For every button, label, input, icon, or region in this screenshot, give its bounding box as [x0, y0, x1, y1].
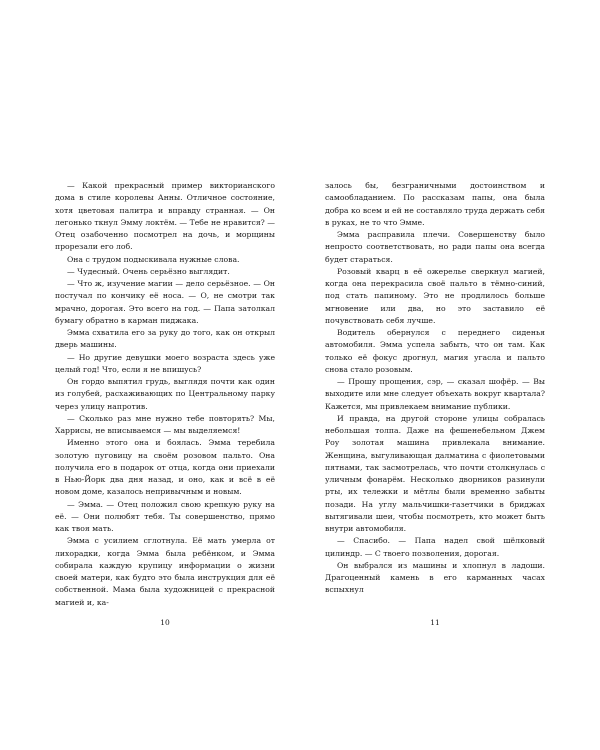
paragraph: — Спасибо. — Папа надел свой шёлковый цилиндр. — С твоего позволения, дорогая. — [325, 536, 545, 558]
paragraph: Эмма расправила плечи. Совершенству было непросто соответствовать, но ради папы она всегда будет стараться. — [325, 230, 545, 264]
left-page-number: 10 — [160, 618, 170, 627]
right-page — [325, 180, 545, 627]
paragraph: Именно этого она и боялась. Эмма теребила золотую пуговицу на своём розовом пальто. Она получила его в подарок от отца, когда они приехали в Нью-Йорк два дня назад, и оно, как и всё в её новом доме, казалось непривычным и новым. — [55, 438, 275, 497]
right-page-number: 11 — [430, 618, 440, 627]
paragraph: Она с трудом подыскивала нужные слова. — [67, 254, 240, 264]
paragraph: Эмма с усилием сглотнула. Её мать умерла от лихорадки, когда Эмма была ребёнком, и Эмма собирала каждую крупицу информации о жизни своей матери, как будто это была инструкция для её собственной. Мама была художницей с прекрасной магией и, ка- — [55, 536, 275, 607]
paragraph: Розовый кварц в её ожерелье сверкнул магией, когда она перекрасила своё пальто в тёмно-синий, под стать папиному. Это не продлилось больше мгновение или два, но это заставило её почувствовать себя лучше. — [325, 266, 545, 325]
right-page-text — [325, 180, 545, 597]
paragraph: — Какой прекрасный пример викторианского дома в стиле королевы Анны. Отличное состояние, хотя цветовая палитра и вправду странная. — Он легонько ткнул Эмму локтём. — Тебе не нравится? — Отец озабоченно посмотрел на дочь, и морщины прорезали его лоб. — [55, 181, 275, 252]
paragraph: Он выбрался из машины и хлопнул в ладоши. Драгоценный камень в его карманных часах вспыхнул — [325, 560, 545, 595]
paragraph: Эмма схватила его за руку до того, как он открыл дверь машины. — [55, 328, 275, 350]
paragraph: залось бы, безграничными достоинством и самообладанием. По рассказам папы, она была добра ко всем и ей не составляло труда держать себя в руках, не то что Эмме. — [325, 181, 545, 227]
paragraph: — Сколько раз мне нужно тебе повторять? Мы, Харрисы, не вписываемся — мы выделяемся! — [55, 413, 275, 435]
left-page — [55, 180, 275, 627]
paragraph: — Что ж, изучение магии — дело серьёзное. — Он постучал по кончику её носа. — О, не смотри так мрачно, дорогая. Это всего на год. — Папа затолкал бумагу обратно в карман пиджака. — [55, 279, 275, 325]
paragraph: — Эмма. — Отец положил свою крепкую руку на её. — Они полюбят тебя. Ты совершенство, прямо как твоя мать. — [55, 499, 275, 533]
paragraph: И правда, на другой стороне улицы собралась небольшая толпа. Даже на фешенебельном Джем Роу золотая машина привлекала внимание. Женщина, выгуливающая далматина с фиолетовыми пятнами, так засмотрелась, что почти столкнулась с уличным фонарём. Несколько дворников разинули рты, их тележки и мётлы были временно забыты позади. На углу мальчишки-газетчики в бриджах вытягивали шеи, чтобы посмотреть, кто может быть внутри автомобиля. — [325, 413, 545, 533]
paragraph: — Чудесный. Очень серьёзно выглядит. — [67, 266, 230, 276]
paragraph: Он гордо выпятил грудь, выглядя почти как один из голубей, расхаживающих по Центральному парку через улицу напротив. — [55, 377, 275, 411]
paragraph: — Но другие девушки моего возраста здесь уже целый год! Что, если я не впишусь? — [55, 352, 275, 374]
left-page-text — [55, 180, 275, 609]
paragraph: — Прошу прощения, сэр, — сказал шофёр. — Вы выходите или мне следует объехать вокруг квартала? Кажется, мы привлекаем внимание публики. — [325, 377, 545, 411]
paragraph: Водитель обернулся с переднего сиденья автомобиля. Эмма успела забыть, что он там. Как только её фокус дрогнул, магия угасла и пальто снова стало розовым. — [325, 328, 545, 374]
